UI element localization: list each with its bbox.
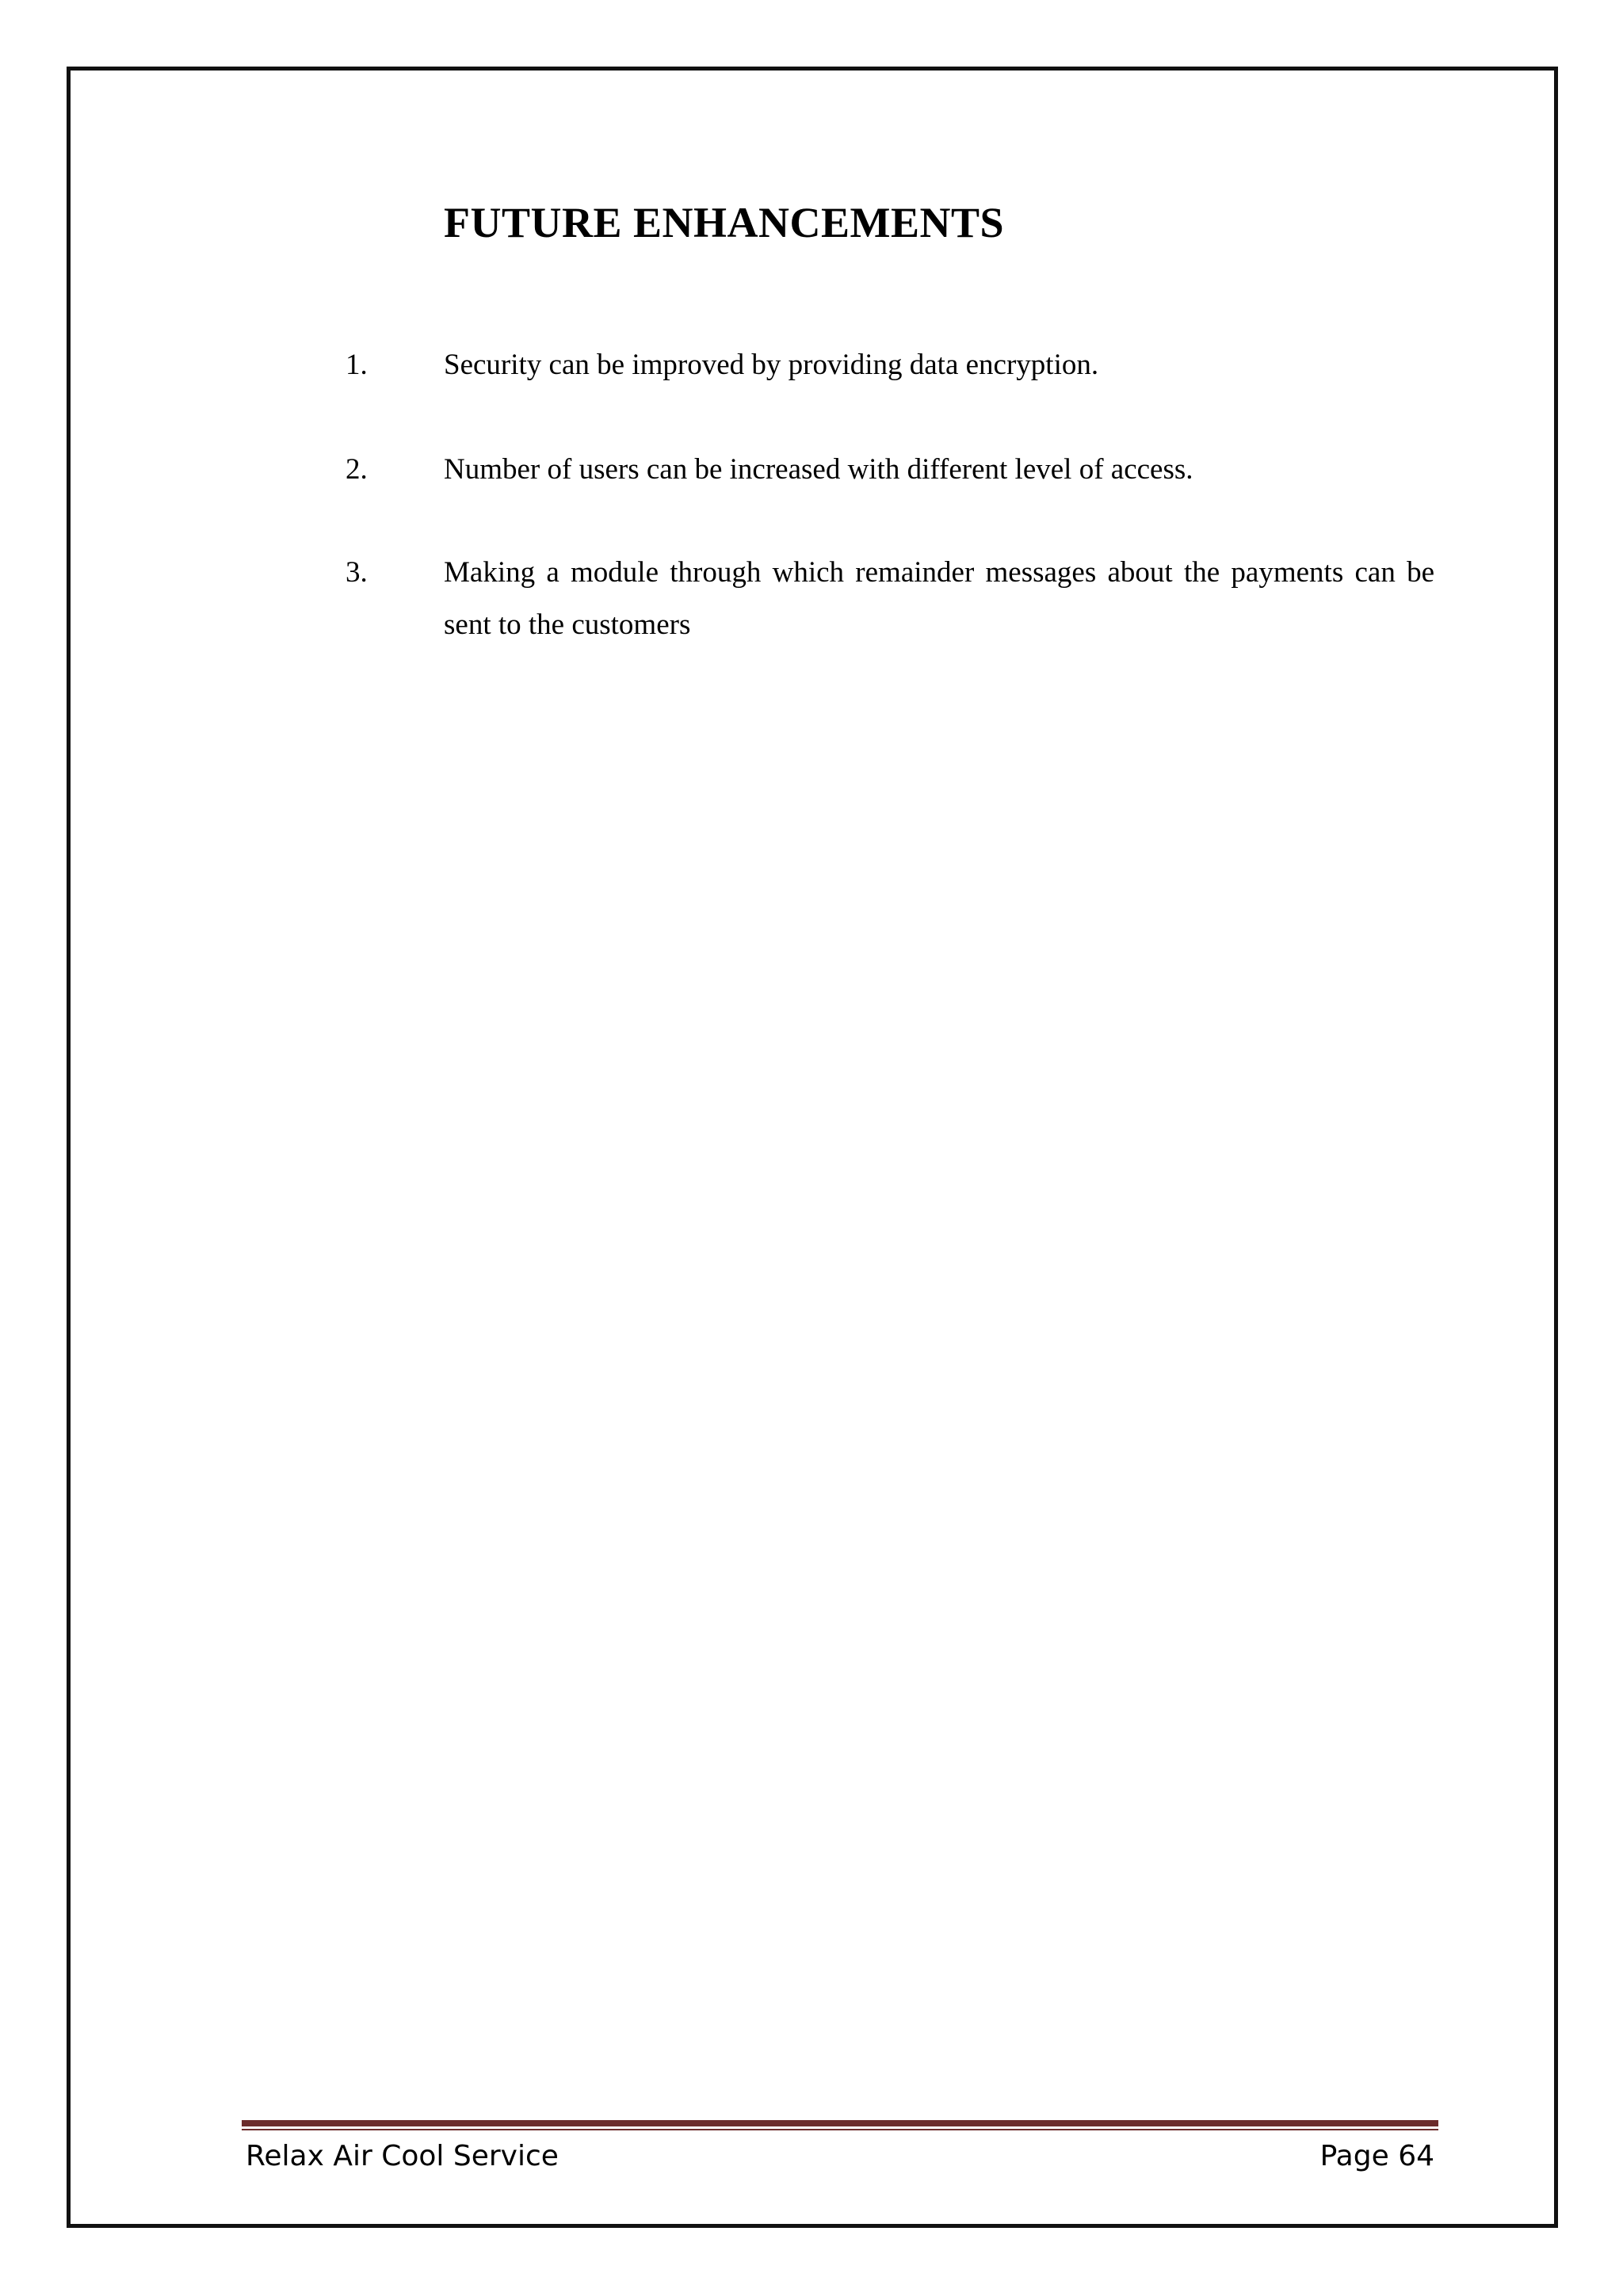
list-item-number: 2. (346, 453, 368, 486)
footer-title: Relax Air Cool Service (246, 2140, 559, 2172)
footer-rule (242, 2120, 1438, 2130)
list-item-number: 1. (346, 349, 368, 381)
page-number: Page 64 (1319, 2140, 1434, 2172)
list-item-text: Number of users can be increased with different level of access. (444, 453, 1193, 486)
list-item-text: Security can be improved by providing data encryption. (444, 349, 1099, 381)
page-heading: FUTURE ENHANCEMENTS (444, 199, 1005, 246)
list-item-text: Making a module through which remainder messages about the payments can be sent to the customers (444, 556, 1434, 641)
footer-rule-thin-line (242, 2129, 1438, 2130)
list-item-number: 3. (346, 556, 368, 589)
footer-rule-thick-line (242, 2120, 1438, 2126)
